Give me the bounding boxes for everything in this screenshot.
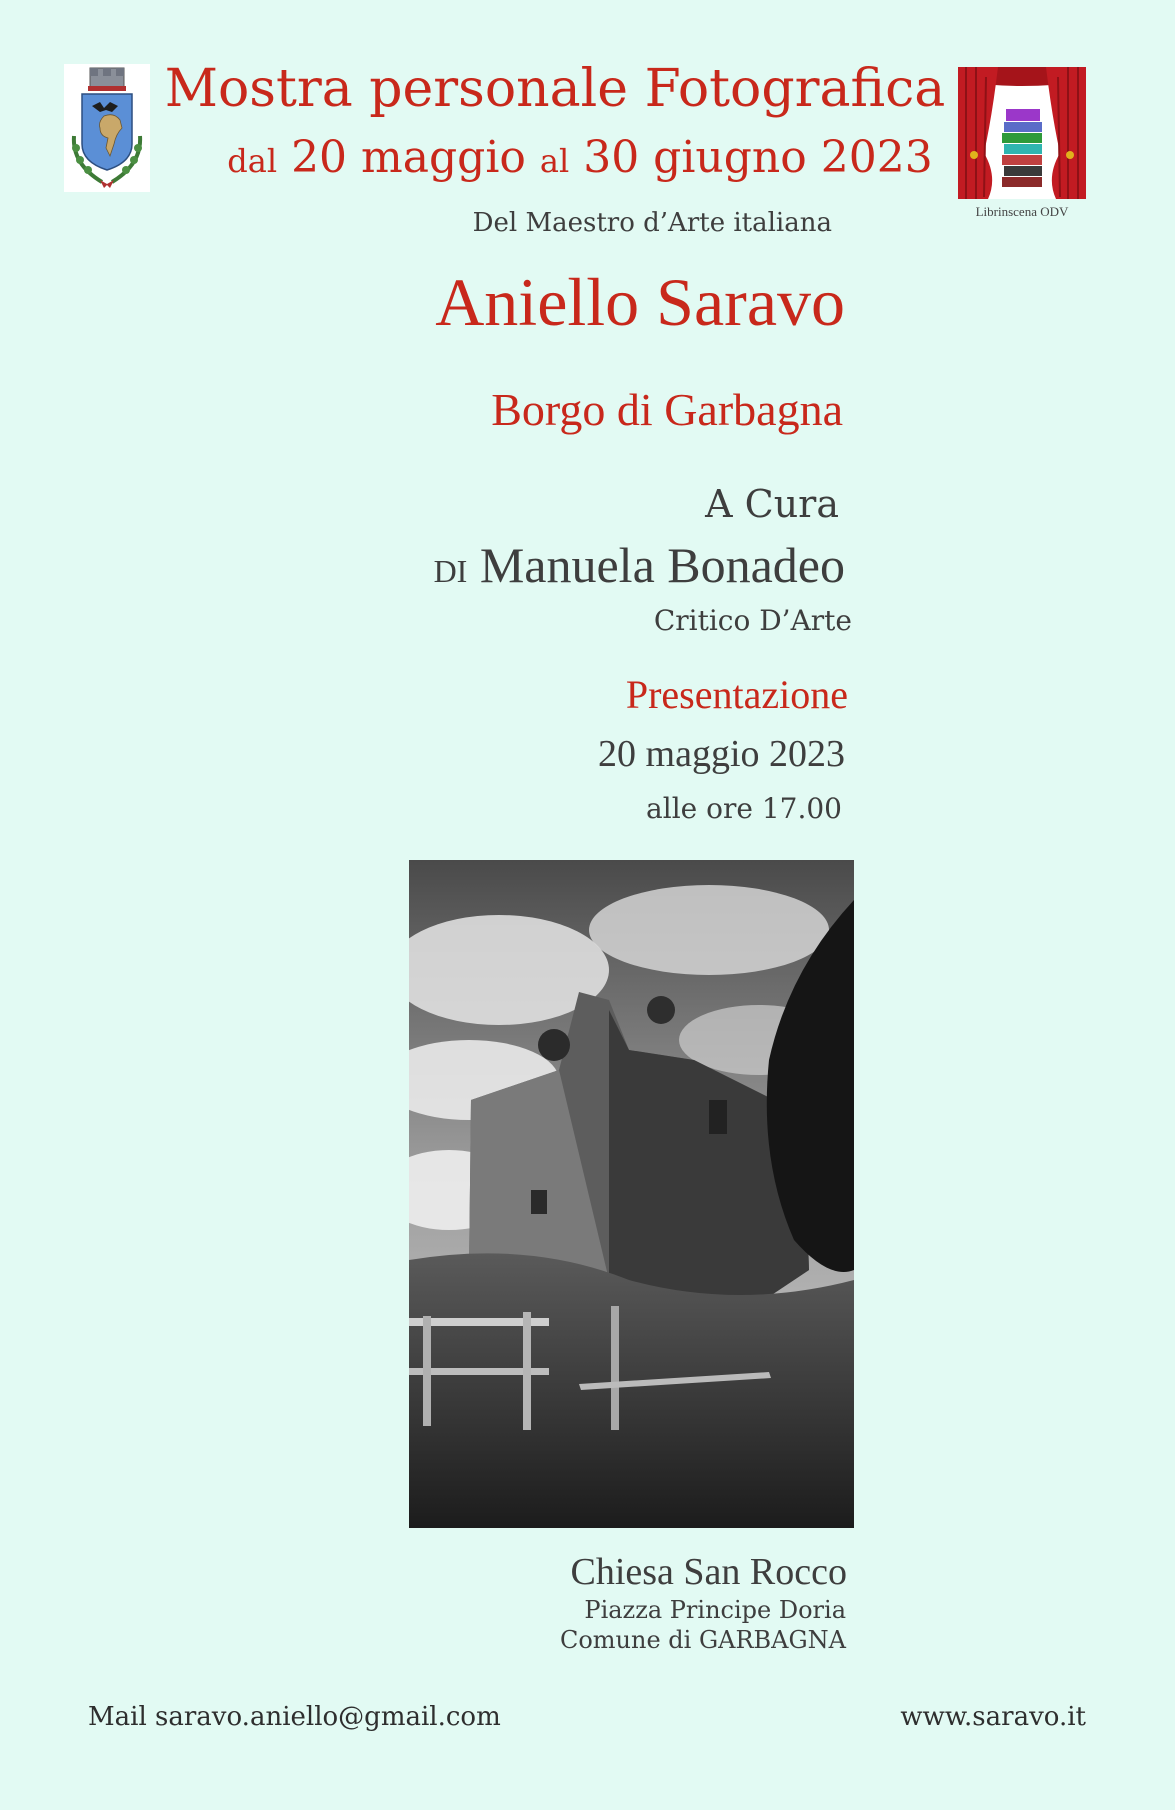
presentation-label: Presentazione [625,672,848,717]
exhibition-title: Mostra personale Fotografica [164,59,946,119]
presentation-time: alle ore 17.00 [646,792,842,825]
subtitle: Del Maestro d’Arte italiana [472,208,832,238]
dates-end: 30 giugno 2023 [583,132,933,183]
exhibition-dates [150,132,1010,187]
logo-caption: Librinscena ODV [975,204,1069,219]
tower-photograph [409,860,854,1528]
dates-start: 20 maggio [291,132,526,183]
dates-prefix: dal [227,142,278,180]
venue-address-line1: Piazza Principe Doria [584,1596,846,1624]
exhibition-place: Borgo di Garbagna [491,384,843,435]
librinscena-logo [958,67,1086,199]
curator-name: Manuela Bonadeo [479,537,845,593]
presentation-date: 20 maggio 2023 [598,733,845,775]
curator-prefix: DI [433,553,468,589]
municipal-crest-logo [64,64,150,192]
venue-name: Chiesa San Rocco [570,1551,847,1593]
website-link[interactable]: www.saravo.it [900,1702,1086,1732]
contact-email[interactable]: Mail saravo.aniello@gmail.com [88,1702,501,1732]
venue-address-line2: Comune di GARBAGNA [559,1626,846,1654]
curated-by-label: A Cura [705,482,839,526]
dates-middle: al [539,142,570,180]
curator-role: Critico D’Arte [653,604,852,637]
artist-name: Aniello Saravo [435,264,845,340]
curator [434,534,845,602]
